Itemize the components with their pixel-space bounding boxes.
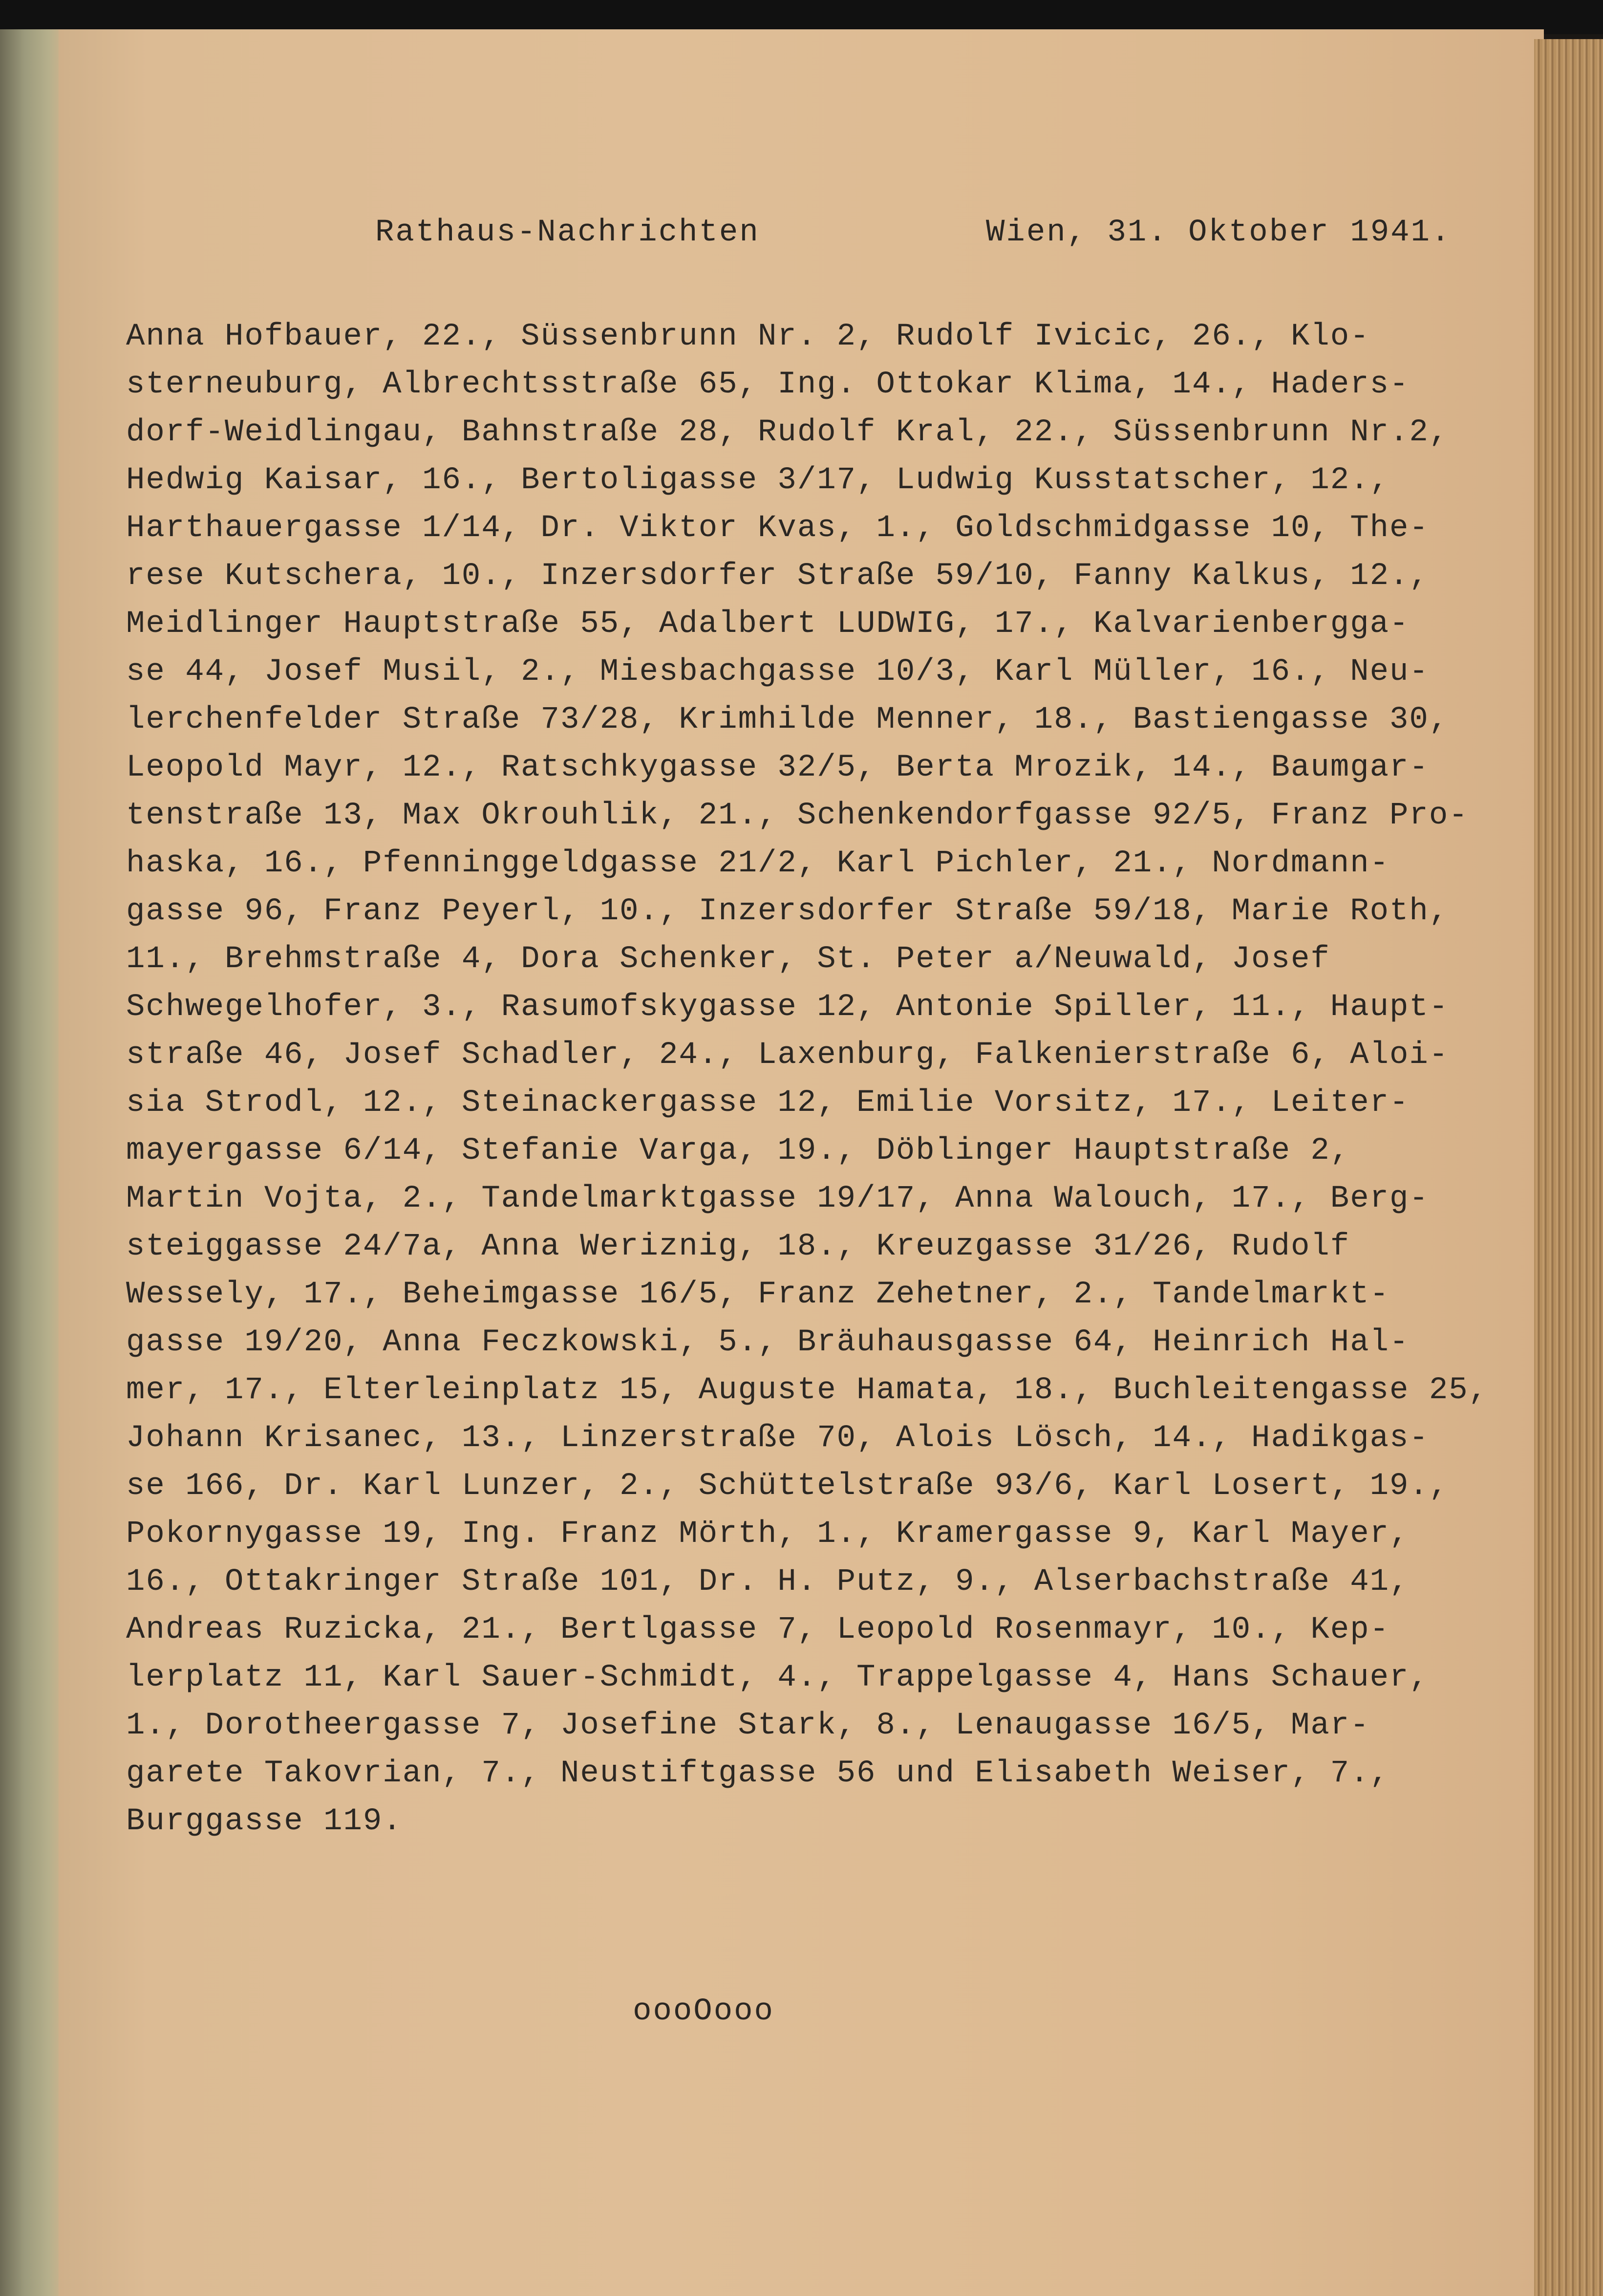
text-line: Anna Hofbauer, 22., Süssenbrunn Nr. 2, Rudolf Ivicic, 26., Klo- (126, 319, 1370, 354)
text-line: haska, 16., Pfenninggeldgasse 21/2, Karl Pichler, 21., Nordmann- (126, 846, 1389, 881)
body-text (126, 313, 1489, 1845)
text-line: Andreas Ruzicka, 21., Bertlgasse 7, Leopold Rosenmayr, 10., Kep- (126, 1612, 1389, 1647)
text-line: gasse 19/20, Anna Feczkowski, 5., Bräuhausgasse 64, Heinrich Hal- (126, 1325, 1410, 1360)
text-line: steiggasse 24/7a, Anna Weriznig, 18., Kreuzgasse 31/26, Rudolf (126, 1229, 1350, 1264)
text-line: Hedwig Kaisar, 16., Bertoligasse 3/17, Ludwig Kusstatscher, 12., (126, 463, 1389, 498)
text-line: Wessely, 17., Beheimgasse 16/5, Franz Zehetner, 2., Tandelmarkt- (126, 1277, 1389, 1312)
text-line: 16., Ottakringer Straße 101, Dr. H. Putz, 9., Alserbachstraße 41, (126, 1564, 1410, 1600)
text-line: gasse 96, Franz Peyerl, 10., Inzersdorfer Straße 59/18, Marie Roth, (126, 894, 1449, 929)
end-ornament: oooOooo (633, 1994, 774, 2029)
header-title: Rathaus-Nachrichten (375, 215, 760, 250)
text-line: sia Strodl, 12., Steinackergasse 12, Emilie Vorsitz, 17., Leiter- (126, 1085, 1410, 1121)
page-stack-edge (1534, 39, 1603, 2296)
text-line: Harthauergasse 1/14, Dr. Viktor Kvas, 1., Goldschmidgasse 10, The- (126, 511, 1429, 546)
text-line: tenstraße 13, Max Okrouhlik, 21., Schenkendorfgasse 92/5, Franz Pro- (126, 798, 1469, 833)
text-line: Meidlinger Hauptstraße 55, Adalbert LUDWIG, 17., Kalvarienbergga- (126, 606, 1410, 642)
header-date: Wien, 31. Oktober 1941. (986, 215, 1452, 250)
text-line: lerchenfelder Straße 73/28, Krimhilde Menner, 18., Bastiengasse 30, (126, 702, 1449, 737)
text-line: Pokornygasse 19, Ing. Franz Mörth, 1., Kramergasse 9, Karl Mayer, (126, 1516, 1410, 1552)
text-line: 1., Dorotheergasse 7, Josefine Stark, 8., Lenaugasse 16/5, Mar- (126, 1708, 1370, 1743)
text-line: Martin Vojta, 2., Tandelmarktgasse 19/17, Anna Walouch, 17., Berg- (126, 1181, 1429, 1216)
text-line: se 44, Josef Musil, 2., Miesbachgasse 10/3, Karl Müller, 16., Neu- (126, 654, 1429, 690)
text-line: Johann Krisanec, 13., Linzerstraße 70, Alois Lösch, 14., Hadikgas- (126, 1421, 1429, 1456)
text-line: Leopold Mayr, 12., Ratschkygasse 32/5, Berta Mrozik, 14., Baumgar- (126, 750, 1429, 785)
text-line: Schwegelhofer, 3., Rasumofskygasse 12, Antonie Spiller, 11., Haupt- (126, 990, 1449, 1025)
text-line: se 166, Dr. Karl Lunzer, 2., Schüttelstraße 93/6, Karl Losert, 19., (126, 1469, 1449, 1504)
text-line: mayergasse 6/14, Stefanie Varga, 19., Döblinger Hauptstraße 2, (126, 1133, 1350, 1169)
text-line: dorf-Weidlingau, Bahnstraße 28, Rudolf Kral, 22., Süssenbrunn Nr.2, (126, 415, 1449, 450)
text-line: Burggasse 119. (126, 1804, 403, 1839)
text-line: rese Kutschera, 10., Inzersdorfer Straße 59/10, Fanny Kalkus, 12., (126, 559, 1429, 594)
text-line: straße 46, Josef Schadler, 24., Laxenburg, Falkenierstraße 6, Aloi- (126, 1038, 1449, 1073)
facing-page-edge (0, 29, 61, 2296)
text-line: 11., Brehmstraße 4, Dora Schenker, St. Peter a/Neuwald, Josef (126, 942, 1330, 977)
text-line: lerplatz 11, Karl Sauer-Schmidt, 4., Trappelgasse 4, Hans Schauer, (126, 1660, 1429, 1695)
text-line: mer, 17., Elterleinplatz 15, Auguste Hamata, 18., Buchleitengasse 25, (126, 1373, 1489, 1408)
page-header (375, 215, 1450, 274)
text-line: sterneuburg, Albrechtsstraße 65, Ing. Ottokar Klima, 14., Haders- (126, 367, 1410, 402)
text-line: garete Takovrian, 7., Neustiftgasse 56 und Elisabeth Weiser, 7., (126, 1756, 1389, 1791)
